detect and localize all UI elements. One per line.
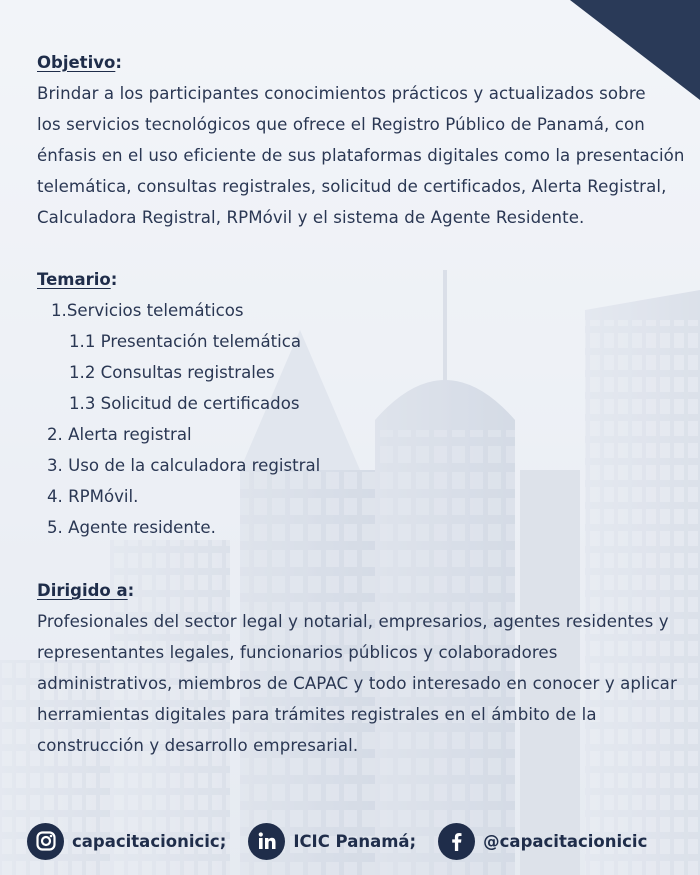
dirigido-section	[37, 576, 697, 761]
dirigido-line: construcción y desarrollo empresarial.	[37, 736, 359, 755]
temario-list	[37, 295, 697, 543]
dirigido-text	[37, 606, 697, 761]
dirigido-line: Profesionales del sector legal y notarial, empresarios, agentes residentes y	[37, 612, 669, 631]
objetivo-heading	[37, 48, 697, 78]
list-item: 3. Uso de la calculadora registral	[47, 456, 321, 475]
dirigido-line: representantes legales, funcionarios públicos y colaboradores	[37, 643, 558, 662]
temario-heading-colon: :	[110, 270, 118, 289]
objetivo-text	[37, 78, 697, 233]
temario-section	[37, 265, 697, 543]
facebook-handle: @capacitacionicic	[483, 831, 648, 851]
list-item: 1.3 Solicitud de certificados	[69, 394, 300, 413]
facebook-icon	[438, 823, 475, 860]
dirigido-heading-colon: :	[127, 581, 135, 600]
objetivo-line: Calculadora Registral, RPMóvil y el sistema de Agente Residente.	[37, 208, 585, 227]
instagram-icon	[27, 823, 64, 860]
list-item: 2. Alerta registral	[47, 425, 192, 444]
objetivo-line: Brindar a los participantes conocimientos prácticos y actualizados sobre	[37, 84, 646, 103]
objetivo-line: énfasis en el uso eficiente de sus plataformas digitales como la presentación	[37, 146, 685, 165]
list-item: 5. Agente residente.	[47, 518, 216, 537]
social-footer	[27, 822, 687, 860]
objetivo-heading-text: Objetivo	[37, 53, 116, 72]
objetivo-line: telemática, consultas registrales, solicitud de certificados, Alerta Registral,	[37, 177, 667, 196]
list-item: 1.1 Presentación telemática	[69, 332, 302, 351]
linkedin-handle: ICIC Panamá;	[293, 831, 417, 851]
dirigido-line: administrativos, miembros de CAPAC y todo interesado en conocer y aplicar	[37, 674, 677, 693]
objetivo-heading-colon: :	[115, 53, 122, 72]
linkedin-icon	[248, 823, 285, 860]
linkedin-link[interactable]	[248, 823, 416, 860]
temario-heading-text: Temario	[37, 270, 111, 289]
list-item: 1.Servicios telemáticos	[51, 301, 244, 320]
instagram-link[interactable]	[27, 823, 226, 860]
list-item: 1.2 Consultas registrales	[69, 363, 275, 382]
list-item: 4. RPMóvil.	[47, 487, 139, 506]
facebook-link[interactable]	[438, 823, 647, 860]
instagram-handle: capacitacionicic;	[72, 831, 227, 851]
objetivo-section	[37, 48, 697, 233]
dirigido-heading-text: Dirigido a	[37, 581, 128, 600]
main-content	[37, 48, 697, 761]
dirigido-heading	[37, 576, 697, 606]
dirigido-line: herramientas digitales para trámites registrales en el ámbito de la	[37, 705, 597, 724]
objetivo-line: los servicios tecnológicos que ofrece el Registro Público de Panamá, con	[37, 115, 645, 134]
temario-heading	[37, 265, 697, 295]
